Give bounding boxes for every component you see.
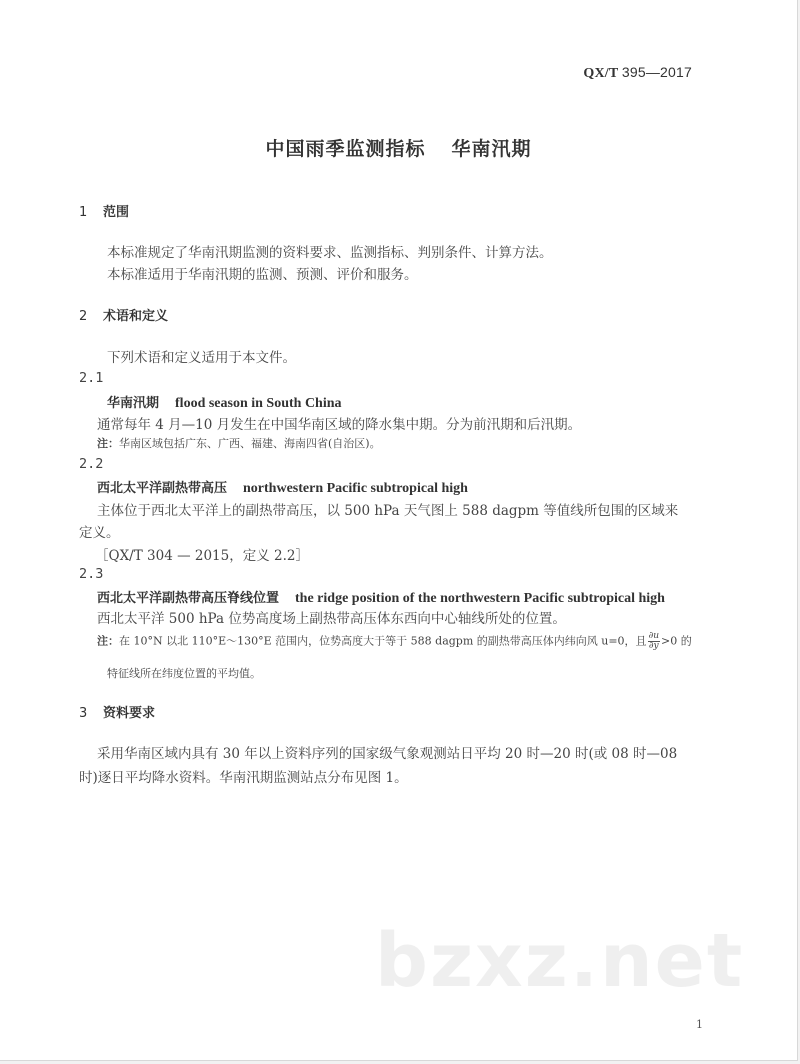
scope-paragraph-2: 本标准适用于华南汛期的监测、预测、评价和服务。 (107, 267, 418, 283)
note-flood-season: 注：华南区域包括广东、广西、福建、海南四省(自治区)。 (97, 437, 381, 450)
clause-number-2-3: 2.3 (79, 566, 104, 582)
title-sub: 华南汛期 (451, 138, 532, 160)
term-flood-season: 华南汛期 flood season in South China (107, 396, 342, 411)
section-heading-terms: 2 术语和定义 (79, 309, 169, 324)
section-heading-data-requirements: 3 资料要求 (79, 706, 156, 721)
partial-derivative-fraction: $\frac{\partial u}{\partial y}$ (648, 631, 660, 651)
terms-intro: 下列术语和定义适用于本文件。 (107, 350, 296, 366)
section-heading-scope: 1 范围 (79, 205, 130, 220)
definition-ridge-position: 西北太平洋 500 hPa 位势高度场上副热带高压体东西向中心轴线所处的位置。 (97, 611, 566, 627)
term-ridge-position: 西北太平洋副热带高压脊线位置 the ridge position of the northwestern Pacific subtropical high (97, 591, 665, 606)
data-requirements-line2: 时)逐日平均降水资料。华南汛期监测站点分布见图 1。 (79, 770, 408, 786)
page-number: 1 (696, 1018, 703, 1031)
scope-paragraph-1: 本标准规定了华南汛期监测的资料要求、监测指标、判别条件、计算方法。 (107, 245, 553, 261)
note-ridge-position-line1: 注：在 10°N 以北 110°E～130°E 范围内，位势高度大于等于 588 dagpm 的副热带高压体内纬向风 u=0，且 $\frac{\partial u}{\partial y}$ >0 的 (97, 631, 692, 651)
clause-number-2-1: 2.1 (79, 370, 104, 386)
definition-subtropical-high-line1: 主体位于西北太平洋上的副热带高压，以 500 hPa 天气图上 588 dagpm 等值线所包围的区域来 (97, 503, 679, 519)
document-title (0, 134, 797, 161)
definition-subtropical-high-line2: 定义。 (79, 525, 120, 541)
definition-flood-season: 通常每年 4 月—10 月发生在中国华南区域的降水集中期。分为前汛期和后汛期。 (97, 417, 582, 433)
clause-number-2-2: 2.2 (79, 456, 104, 472)
data-requirements-line1: 采用华南区域内具有 30 年以上资料序列的国家级气象观测站日平均 20 时—20 时(或 08 时—08 (97, 746, 678, 762)
watermark: bzxz.net (375, 918, 745, 1004)
title-main: 中国雨季监测指标 (265, 138, 426, 160)
standard-number (583, 64, 692, 82)
source-reference: ［QX/T 304 — 2015，定义 2.2］ (95, 548, 309, 564)
standard-year: 395—2017 (621, 64, 692, 80)
note-ridge-position-line2: 特征线所在纬度位置的平均值。 (107, 667, 261, 680)
term-subtropical-high: 西北太平洋副热带高压 northwestern Pacific subtropical high (97, 481, 468, 496)
standard-prefix: QX/T (583, 66, 619, 81)
